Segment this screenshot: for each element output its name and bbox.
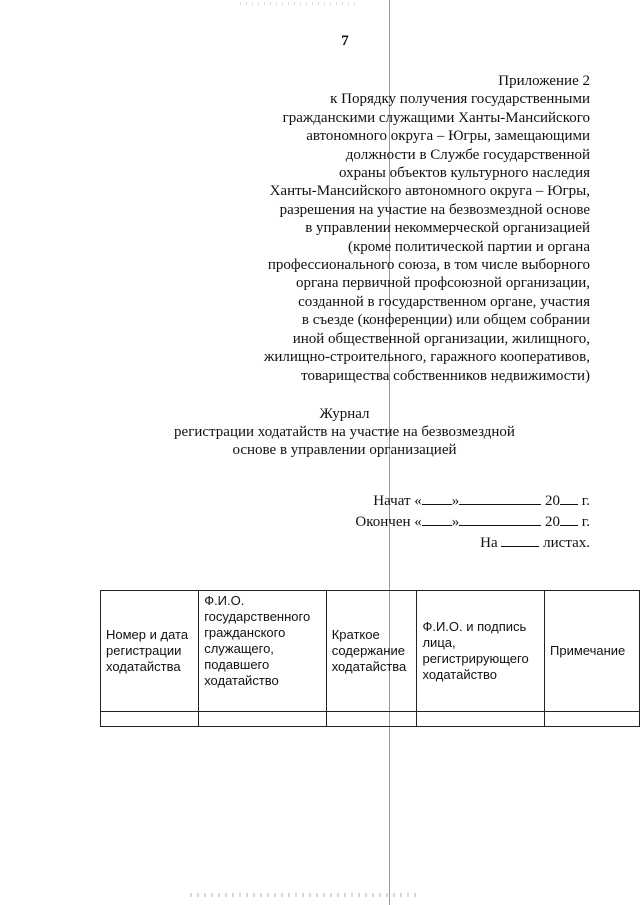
appendix-line: Приложение 2 [498, 73, 590, 89]
ended-year-suffix: г. [578, 514, 590, 530]
appendix-line: профессионального союза, в том числе выборного [267, 257, 590, 274]
started-year-blank [560, 490, 578, 505]
ended-month-blank [459, 511, 541, 526]
journal-table [100, 590, 640, 727]
sheets-count-blank [501, 532, 539, 547]
table-cell [199, 712, 327, 727]
journal-heading [172, 405, 517, 459]
journal-subtitle-line: основе в управлении организацией [232, 442, 457, 458]
table-cell [101, 712, 199, 727]
appendix-line: товарищества собственников недвижимости) [301, 367, 590, 384]
table-cell [417, 712, 545, 727]
journal-subtitle-line: регистрации ходатайств на участие на безвозмездной [174, 424, 515, 440]
column-header-registration: Номер и дата регистрации ходатайства [101, 591, 199, 712]
appendix-line: в съезде (конференции) или общем собрании [301, 312, 590, 329]
started-year-suffix: г. [578, 493, 590, 509]
quote-close: » [451, 493, 460, 509]
ended-row [355, 511, 590, 532]
appendix-line: к Порядку получения государственными [330, 91, 590, 108]
started-year-prefix: 20 [545, 493, 561, 509]
appendix-line: иной общественной организации, жилищного, [292, 330, 590, 347]
appendix-line: в управлении некоммерческой организацией [305, 220, 590, 237]
scan-noise-bottom [190, 893, 420, 897]
appendix-header [200, 72, 590, 385]
ended-day-blank [422, 511, 452, 526]
appendix-line: Ханты-Мансийского автономного округа – Югры, [269, 183, 590, 200]
started-day-blank [422, 490, 452, 505]
table-cell [545, 712, 640, 727]
sheets-row [355, 532, 590, 553]
appendix-line: автономного округа – Югры, замещающими [306, 128, 590, 145]
column-header-employee: Ф.И.О. государственного гражданского служащего, подавшего ходатайство [199, 591, 327, 712]
appendix-line: жилищно-строительного, гаражного кооперативов, [263, 349, 590, 366]
page-number: 7 [341, 33, 349, 49]
started-label: Начат « [373, 493, 422, 509]
appendix-line: должности в Службе государственной [345, 146, 590, 163]
scan-noise-top [240, 2, 360, 5]
appendix-line: разрешения на участие на безвозмездной основе [279, 201, 590, 218]
appendix-line: созданной в государственном органе, участия [298, 293, 590, 310]
sheets-suffix: листах. [539, 535, 590, 551]
table-header-row [101, 591, 640, 712]
ended-year-prefix: 20 [545, 514, 561, 530]
column-header-note: Примечание [545, 591, 640, 712]
appendix-line: охраны объектов культурного наследия [338, 165, 590, 182]
ended-year-blank [560, 511, 578, 526]
column-header-registrar: Ф.И.О. и подпись лица, регистрирующего ходатайство [417, 591, 545, 712]
appendix-line: гражданскими служащими Ханты-Мансийского [282, 109, 590, 126]
appendix-line: (кроме политической партии и органа [348, 238, 590, 255]
appendix-line: органа первичной профсоюзной организации, [295, 275, 590, 292]
ended-label: Окончен « [355, 514, 422, 530]
quote-close: » [451, 514, 460, 530]
started-month-blank [459, 490, 541, 505]
table-row [101, 712, 640, 727]
sheets-label: На [480, 535, 498, 551]
journal-title: Журнал [319, 406, 370, 422]
table-cell [326, 712, 417, 727]
journal-dates [355, 490, 590, 553]
column-header-summary: Краткое содержание ходатайства [326, 591, 417, 712]
started-row [355, 490, 590, 511]
